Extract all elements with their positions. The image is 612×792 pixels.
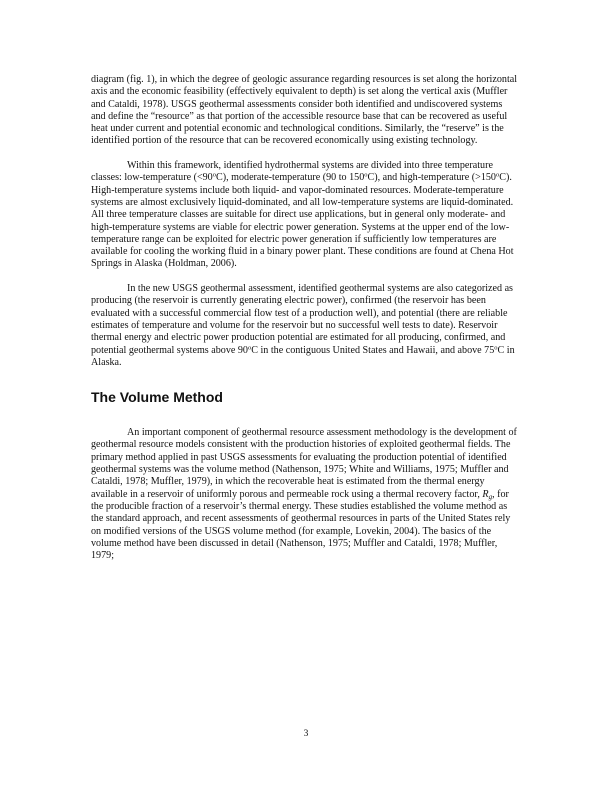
body-paragraph	[91, 160, 519, 271]
page-body	[91, 74, 519, 575]
text-run: An important component of geothermal resource assessment methodology is the development of geothermal resource models consistent with the production histories of exploited geothermal fields. The primary method applied in past USGS assessments for evaluating the production potential of identified geothermal systems was the volume method (Nathenson, 1975; White and Williams, 1975; Muffler and Cataldi, 1978; Muffler, 1979), in which the recoverable heat is estimated from the thermal energy available in a reservoir of uniformly porous and permeable rock using a thermal recovery factor,	[91, 427, 517, 500]
text-run: C in Alaska.	[91, 344, 515, 368]
page-number: 3	[303, 729, 309, 739]
volume-method-section	[91, 427, 519, 562]
text-run: C in the contiguous United States and Hawaii, and above 75	[251, 344, 495, 356]
text-run: diagram (fig. 1), in which the degree of geologic assurance regarding resources is set along the horizontal axis and the economic feasibility (effectively equivalent to depth) is set along the vertical axis (Muffler and Cataldi, 1978). USGS geothermal assessments consider both identified and undiscovered systems and define the “resource” as that portion of the accessible resource base that can be recovered as useful heat under current and potential economic and technological conditions. Similarly, the “reserve” is the identified portion of the resource that can be recovered economically using existing technology.	[91, 74, 518, 147]
text-run: C). High-temperature systems include both liquid- and vapor-dominated resources. Moderate-temperature systems are almost exclusively liquid-dominated, and all low-temperature systems are liquid-dominated. All three temperature classes are suitable for direct use applications, but in general only moderate- and high-temperature systems are viable for electric power generation. Systems at the upper end of the low-temperature range can be exploited for electric power generation if sufficiently low temperatures are available for cooling the working fluid in a binary power plant. These conditions are found at Chena Hot Springs in Alaska (Holdman, 2006).	[91, 172, 514, 270]
degree-superscript: o	[364, 171, 368, 179]
section-heading: The Volume Method	[91, 389, 223, 406]
italic-subscript: g	[488, 492, 493, 501]
text-run: , for the producible fraction of a reservoir’s thermal energy. These studies established the volume method as the standard approach, and recent assessments of geothermal resources in parts of the United States rely on modified versions of the USGS volume method (for example, Lovekin, 2004). The basics of the volume method have been discussed in detail (Nathenson, 1975; Muffler and Cataldi, 1978; Muffler, 1979;	[91, 488, 511, 562]
body-paragraph	[91, 74, 519, 148]
degree-superscript: o	[495, 171, 500, 179]
intro-section	[91, 74, 519, 369]
text-run: C), and high-temperature (>150	[367, 172, 496, 184]
text-run: C), moderate-temperature (90 to 150	[215, 172, 365, 184]
degree-superscript: o	[247, 344, 252, 352]
degree-superscript: o	[494, 344, 498, 352]
text-run: In the new USGS geothermal assessment, identified geothermal systems are also categorized as producing (the reservoir is currently generating electric power), confirmed (the reservoir has been evaluated with a successful commercial flow test of a production well), and potential (there are reliable estimates of temperature and volume for the reservoir but no successful well tests to date). Reservoir thermal energy and electric power production potential are estimated for all producing, confirmed, and potential geothermal systems above 90	[91, 283, 513, 356]
body-paragraph	[91, 427, 519, 562]
body-paragraph	[91, 283, 519, 369]
italic-symbol: R	[482, 488, 489, 500]
text-run: Within this framework, identified hydrothermal systems are divided into three temperature classes: low-temperature (<90	[91, 160, 493, 184]
degree-superscript: o	[212, 171, 216, 179]
